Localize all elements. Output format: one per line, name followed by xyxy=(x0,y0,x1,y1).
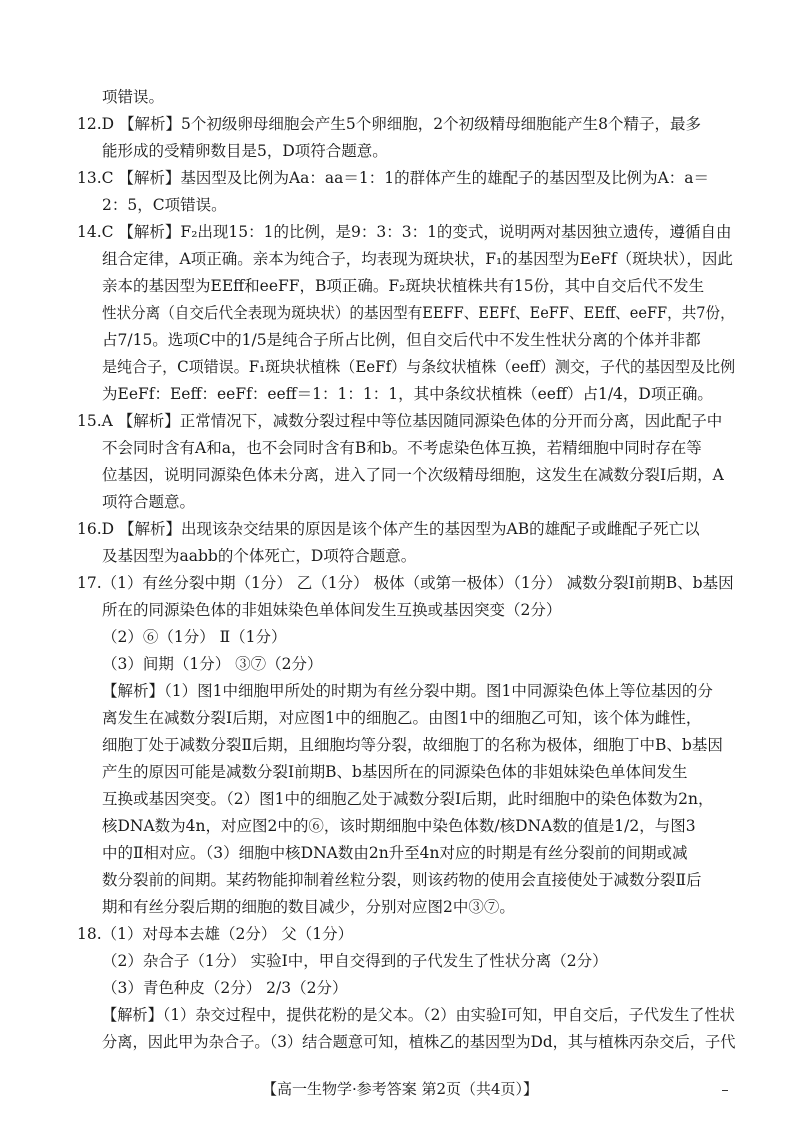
answer-14-line-3: 亲本的基因型为EEff和eeFF，B项正确。F₂斑块状植株共有15份，其中自交后代不发生 xyxy=(102,277,705,295)
answer-12-line-1: 12.D 【解析】5个初级卵母细胞会产生5个卵细胞，2个初级精母细胞能产生8个精子，最多 xyxy=(77,115,701,133)
analysis-17-line-3: 细胞丁处于减数分裂Ⅱ后期，且细胞均等分裂，故细胞丁的名称为极体，细胞丁中B、b基因 xyxy=(102,736,723,754)
answer-14-line-2: 组合定律，A项正确。亲本为纯合子，均表现为斑块状，F₁的基因型为EeFf（斑块状），因此 xyxy=(102,250,733,268)
answer-18-line-1: 18.（1）对母本去雄（2分） 父（1分） xyxy=(77,925,354,943)
analysis-17-line-1: 【解析】（1）图1中细胞甲所处的时期为有丝分裂中期。图1中同源染色体上等位基因的分 xyxy=(102,682,713,700)
answer-16-line-1: 16.D 【解析】出现该杂交结果的原因是该个体产生的基因型为AB的雄配子或雌配子死亡以 xyxy=(77,520,700,538)
text-line: 项错误。 xyxy=(102,88,165,106)
analysis-17-line-9: 期和有丝分裂后期的细胞的数目减少，分别对应图2中③⑦。 xyxy=(102,898,515,916)
analysis-17-line-4: 产生的原因可能是减数分裂Ⅰ前期B、b基因所在的同源染色体的非姐妹染色单体间发生 xyxy=(102,763,688,781)
answer-17-line-3: （2）⑥（1分） Ⅱ（1分） xyxy=(102,628,287,646)
answer-15-line-4: 项符合题意。 xyxy=(102,493,196,511)
answer-13-line-2: 2：5，C项错误。 xyxy=(102,196,227,214)
answer-14-line-4: 性状分离（自交后代全表现为斑块状）的基因型有EEFF、EEFf、EeFF、EEff、eeFF，共7份， xyxy=(102,304,735,322)
answer-15-line-2: 不会同时含有A和a，也不会同时含有B和b。不考虑染色体互换，若精细胞中同时存在等 xyxy=(102,439,702,457)
answer-18-line-3: （3）青色种皮（2分） 2/3（2分） xyxy=(102,979,348,997)
answer-18-line-2: （2）杂合子（1分） 实验Ⅰ中，甲自交得到的子代发生了性状分离（2分） xyxy=(102,952,608,970)
answer-12-line-2: 能形成的受精卵数目是5，D项符合题意。 xyxy=(102,142,388,160)
answer-15-line-3: 位基因，说明同源染色体未分离，进入了同一个次级精母细胞，这发生在减数分裂Ⅰ后期，A xyxy=(102,466,724,484)
analysis-17-line-8: 数分裂前的间期。某药物能抑制着丝粒分裂，则该药物的使用会直接使处于减数分裂Ⅱ后 xyxy=(102,871,702,889)
analysis-18-line-2: 分离，因此甲为杂合子。（3）结合题意可知，植株乙的基因型为Dd，其与植株丙杂交后，子代 xyxy=(102,1033,736,1051)
answer-16-line-2: 及基因型为aabb的个体死亡，D项符合题意。 xyxy=(102,547,417,565)
analysis-17-line-5: 互换或基因突变。（2）图1中的细胞乙处于减数分裂Ⅰ后期，此时细胞中的染色体数为2n， xyxy=(102,790,714,808)
page-footer: 【高一生物学·参考答案 第2页（共4页）】 xyxy=(261,1080,539,1098)
answer-15-line-1: 15.A 【解析】正常情况下，减数分裂过程中等位基因随同源染色体的分开而分离，因此配子中 xyxy=(77,412,723,430)
answer-17-line-2: 所在的同源染色体的非姐妹染色单体间发生互换或基因突变（2分） xyxy=(102,601,562,619)
analysis-17-line-2: 离发生在减数分裂Ⅰ后期，对应图1中的细胞乙。由图1中的细胞乙可知，该个体为雌性， xyxy=(102,709,702,727)
analysis-17-line-7: 中的Ⅱ相对应。（3）细胞中核DNA数由2n升至4n对应的时期是有丝分裂前的间期或减 xyxy=(102,844,688,862)
answer-14-line-5: 占7/15。选项C中的1/5是纯合子所占比例，但自交后代中不发生性状分离的个体并非都 xyxy=(102,331,701,349)
answer-14-line-6: 是纯合子，C项错误。F₁斑块状植株（EeFf）与条纹状植株（eeff）测交，子代的基因型及比例 xyxy=(102,358,736,376)
answer-17-line-1: 17.（1）有丝分裂中期（1分） 乙（1分） 极体（或第一极体）（1分） 减数分裂Ⅰ前期B、b基因 xyxy=(77,574,734,592)
answer-13-line-1: 13.C 【解析】基因型及比例为Aa：aa＝1：1的群体产生的雄配子的基因型及比例为A：a＝ xyxy=(77,169,710,187)
answer-17-line-4: （3）间期（1分） ③⑦（2分） xyxy=(102,655,323,673)
analysis-17-line-6: 核DNA数为4n，对应图2中的⑥，该时期细胞中染色体数/核DNA数的值是1/2，与图3 xyxy=(102,817,696,835)
analysis-18-line-1: 【解析】（1）杂交过程中，提供花粉的是父本。（2）由实验Ⅰ可知，甲自交后，子代发生了性状 xyxy=(102,1006,735,1024)
answer-14-line-1: 14.C 【解析】F₂出现15：1的比例，是9：3：3：1的变式，说明两对基因独立遗传，遵循自由 xyxy=(77,223,732,241)
page-mark xyxy=(722,1090,728,1091)
answer-14-line-7: 为EeFf：Eeff：eeFf：eeff＝1：1：1：1，其中条纹状植株（eeff）占1/4，D项正确。 xyxy=(102,385,713,403)
